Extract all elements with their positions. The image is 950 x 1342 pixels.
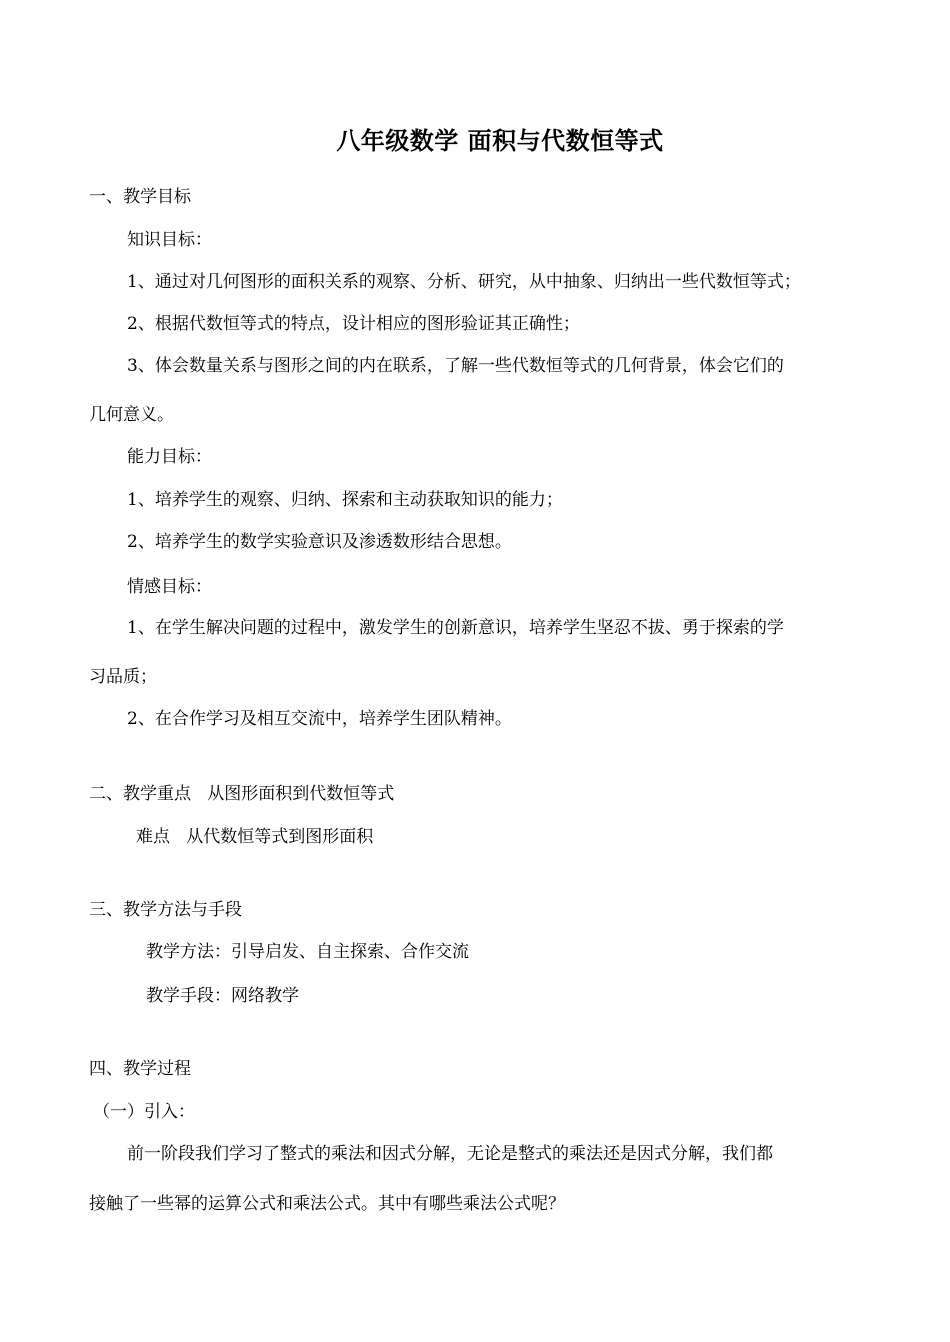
knowledge-item: 2、根据代数恒等式的特点，设计相应的图形验证其正确性； [127,314,580,334]
knowledge-item-continuation: 几何意义。 [89,405,174,425]
teaching-means-line: 教学手段：网络教学 [146,986,299,1006]
emotion-item: 2、在合作学习及相互交流中，培养学生团队精神。 [127,709,512,729]
subsection-introduction: （一）引入： [93,1102,195,1122]
paragraph-line: 接触了一些幂的运算公式和乘法公式。其中有哪些乘法公式呢？ [89,1194,565,1214]
emotion-item: 1、在学生解决问题的过程中，激发学生的创新意识，培养学生坚忍不拔、勇于探索的学 [127,618,784,638]
section-heading-key-points: 二、教学重点 从图形面积到代数恒等式 [89,784,395,804]
knowledge-objectives-label: 知识目标： [127,230,212,250]
teaching-method-line: 教学方法：引导启发、自主探索、合作交流 [146,942,469,962]
document-title: 八年级数学 面积与代数恒等式 [336,127,664,155]
paragraph-line: 前一阶段我们学习了整式的乘法和因式分解，无论是整式的乘法还是因式分解，我们都 [127,1144,773,1164]
ability-item: 2、培养学生的数学实验意识及渗透数形结合思想。 [127,532,512,552]
ability-objectives-label: 能力目标： [127,447,212,467]
ability-item: 1、培养学生的观察、归纳、探索和主动获取知识的能力； [127,490,563,510]
emotion-item-continuation: 习品质； [89,667,157,687]
section-heading-objectives: 一、教学目标 [89,187,191,207]
knowledge-item: 1、通过对几何图形的面积关系的观察、分析、研究，从中抽象、归纳出一些代数恒等式； [127,272,801,292]
section-heading-methods: 三、教学方法与手段 [89,900,242,920]
section-heading-process: 四、教学过程 [89,1059,191,1079]
difficulty-line: 难点 从代数恒等式到图形面积 [136,827,374,847]
knowledge-item: 3、体会数量关系与图形之间的内在联系，了解一些代数恒等式的几何背景，体会它们的 [127,356,784,376]
emotion-objectives-label: 情感目标： [127,577,212,597]
